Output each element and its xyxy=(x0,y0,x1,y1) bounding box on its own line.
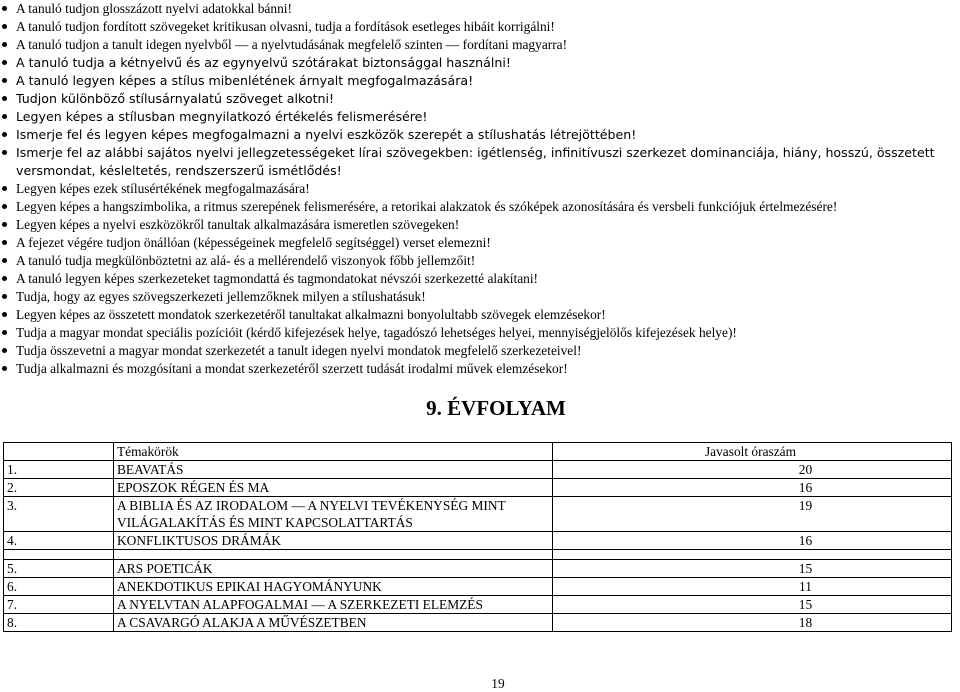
row-num: 5. xyxy=(4,560,114,578)
list-item-text: A tanuló tudjon glosszázott nyelvi adatokkal bánni! xyxy=(16,1,292,16)
list-item xyxy=(0,72,955,90)
list-item-text: A tanuló legyen képes szerkezeteket tagmondattá és tagmondatokat névszói szerkezetté alakítani! xyxy=(16,271,539,286)
list-item xyxy=(0,126,955,144)
list-item-text: A tanuló tudjon a tanult idegen nyelvből — a nyelvtudásának megfelelő szinten — fordítani magyarra! xyxy=(16,37,568,52)
list-item-text: A tanuló tudjon fordított szövegeket kritikusan olvasni, tudja a fordítások esetleges hibáit korrigálni! xyxy=(16,19,555,34)
spacer-cell xyxy=(553,550,952,560)
bullet-icon xyxy=(2,312,7,317)
list-item xyxy=(0,144,955,180)
list-item-text: Tudja, hogy az egyes szövegszerkezeti jellemzőknek milyen a stílushatásuk! xyxy=(16,289,426,304)
list-item-text: Ismerje fel az alábbi sajátos nyelvi jellegzetességeket lírai szövegekben: igétlenség, infinitívuszi szerkezet dominanciája, hiány, hosszú, összetett versmondat, késleltetés, rendszerszerű ismétlődés! xyxy=(16,145,935,178)
spacer-cell xyxy=(4,550,114,560)
table-row-spacer xyxy=(4,550,952,560)
list-item-text: A fejezet végére tudjon önállóan (képességeinek megfelelő segítséggel) verset elemezni! xyxy=(16,235,491,250)
list-item xyxy=(0,306,955,324)
list-item xyxy=(0,54,955,72)
row-title: EPOSZOK RÉGEN ÉS MA xyxy=(114,479,553,497)
bullet-icon xyxy=(2,204,7,209)
list-item xyxy=(0,108,955,126)
list-item-text: Legyen képes a nyelvi eszközökről tanultak alkalmazására ismeretlen szövegeken! xyxy=(16,217,460,232)
list-item-text: A tanuló tudja a kétnyelvű és az egynyelvű szótárakat biztonsággal használni! xyxy=(16,55,511,70)
list-item xyxy=(0,216,955,234)
table-row xyxy=(4,532,952,550)
bullet-icon xyxy=(2,330,7,335)
list-item-text: Legyen képes a stílusban megnyilatkozó értékelés felismerésére! xyxy=(16,109,428,124)
grade-heading: 9. ÉVFOLYAM xyxy=(426,396,566,420)
table-row xyxy=(4,560,952,578)
list-item xyxy=(0,18,955,36)
table-row xyxy=(4,461,952,479)
row-hours: 15 xyxy=(553,560,952,578)
row-num: 1. xyxy=(4,461,114,479)
list-item xyxy=(0,198,955,216)
bullet-icon xyxy=(2,42,7,47)
row-num: 3. xyxy=(4,497,114,532)
bullet-icon xyxy=(2,240,7,245)
page-number: 19 xyxy=(491,676,505,691)
row-num: 2. xyxy=(4,479,114,497)
topics-table xyxy=(3,442,952,632)
header-num-cell xyxy=(4,443,114,461)
list-item xyxy=(0,342,955,360)
row-title: KONFLIKTUSOS DRÁMÁK xyxy=(114,532,553,550)
list-item-text: A tanuló tudja megkülönböztetni az alá- és a mellérendelő viszonyok főbb jellemzőit! xyxy=(16,253,476,268)
list-item xyxy=(0,252,955,270)
bullet-icon xyxy=(2,366,7,371)
header-hours-cell: Javasolt óraszám xyxy=(553,443,952,461)
list-item xyxy=(0,360,955,378)
row-title: A CSAVARGÓ ALAKJA A MŰVÉSZETBEN xyxy=(114,614,553,632)
list-item xyxy=(0,0,955,18)
list-item-text: Legyen képes a hangszimbolika, a ritmus szerepének felismerésére, a retorikai alakzatok és szóképek azonosítására és versbeli funkciójuk értelmezésére! xyxy=(16,199,838,214)
header-topics-cell: Témakörök xyxy=(114,443,553,461)
bullet-icon xyxy=(2,276,7,281)
bullet-icon xyxy=(2,6,7,11)
list-item-text: A tanuló legyen képes a stílus mibenlétének árnyalt megfogalmazására! xyxy=(16,73,474,88)
list-item xyxy=(0,180,955,198)
bullet-icon xyxy=(2,348,7,353)
spacer-cell xyxy=(114,550,553,560)
row-num: 8. xyxy=(4,614,114,632)
bullet-icon xyxy=(2,222,7,227)
row-num: 6. xyxy=(4,578,114,596)
list-item-text: Legyen képes az összetett mondatok szerkezetéről tanultakat alkalmazni bonyolultabb szövegek elemzésekor! xyxy=(16,307,606,322)
table-row xyxy=(4,614,952,632)
row-title: BEAVATÁS xyxy=(114,461,553,479)
bullet-icon xyxy=(2,114,7,119)
bullet-icon xyxy=(2,96,7,101)
list-item xyxy=(0,90,955,108)
table-row xyxy=(4,578,952,596)
row-title: A NYELVTAN ALAPFOGALMAI — A SZERKEZETI ELEMZÉS xyxy=(114,596,553,614)
bullet-icon xyxy=(2,78,7,83)
list-item xyxy=(0,36,955,54)
bullet-icon xyxy=(2,186,7,191)
bullet-icon xyxy=(2,258,7,263)
bullet-icon xyxy=(2,150,7,155)
row-hours: 15 xyxy=(553,596,952,614)
row-num: 4. xyxy=(4,532,114,550)
row-title: ANEKDOTIKUS EPIKAI HAGYOMÁNYUNK xyxy=(114,578,553,596)
row-hours: 11 xyxy=(553,578,952,596)
row-hours: 16 xyxy=(553,479,952,497)
bullet-icon xyxy=(2,294,7,299)
list-item-text: Tudja alkalmazni és mozgósítani a mondat szerkezetéről szerzett tudását irodalmi művek elemzésekor! xyxy=(16,361,568,376)
row-hours: 18 xyxy=(553,614,952,632)
list-item xyxy=(0,324,955,342)
list-item-text: Tudja összevetni a magyar mondat szerkezetét a tanult idegen nyelvi mondatok megfelelő szerkezeteivel! xyxy=(16,343,582,358)
row-num: 7. xyxy=(4,596,114,614)
list-item xyxy=(0,270,955,288)
row-title: A BIBLIA ÉS AZ IRODALOM — A NYELVI TEVÉKENYSÉG MINT VILÁGALAKÍTÁS ÉS MINT KAPCSOLATTARTÁS xyxy=(114,497,553,532)
list-item xyxy=(0,288,955,306)
table-header-row xyxy=(4,443,952,461)
table-row xyxy=(4,497,952,532)
list-item-text: Tudja a magyar mondat speciális pozícióit (kérdő kifejezések helye, tagadószó lehetséges helyei, mennyiségjelölős kifejezések helye)! xyxy=(16,325,737,340)
list-item-text: Tudjon különböző stílusárnyalatú szöveget alkotni! xyxy=(16,91,335,106)
bullet-icon xyxy=(2,132,7,137)
row-hours: 19 xyxy=(553,497,952,532)
row-hours: 16 xyxy=(553,532,952,550)
row-hours: 20 xyxy=(553,461,952,479)
list-item xyxy=(0,234,955,252)
row-title: ARS POETICÁK xyxy=(114,560,553,578)
list-item-text: Ismerje fel és legyen képes megfogalmazni a nyelvi eszközök szerepét a stílushatás létrejöttében! xyxy=(16,127,637,142)
bullet-icon xyxy=(2,24,7,29)
table-row xyxy=(4,479,952,497)
list-item-text: Legyen képes ezek stílusértékének megfogalmazására! xyxy=(16,181,310,196)
table-row xyxy=(4,596,952,614)
bullet-icon xyxy=(2,60,7,65)
